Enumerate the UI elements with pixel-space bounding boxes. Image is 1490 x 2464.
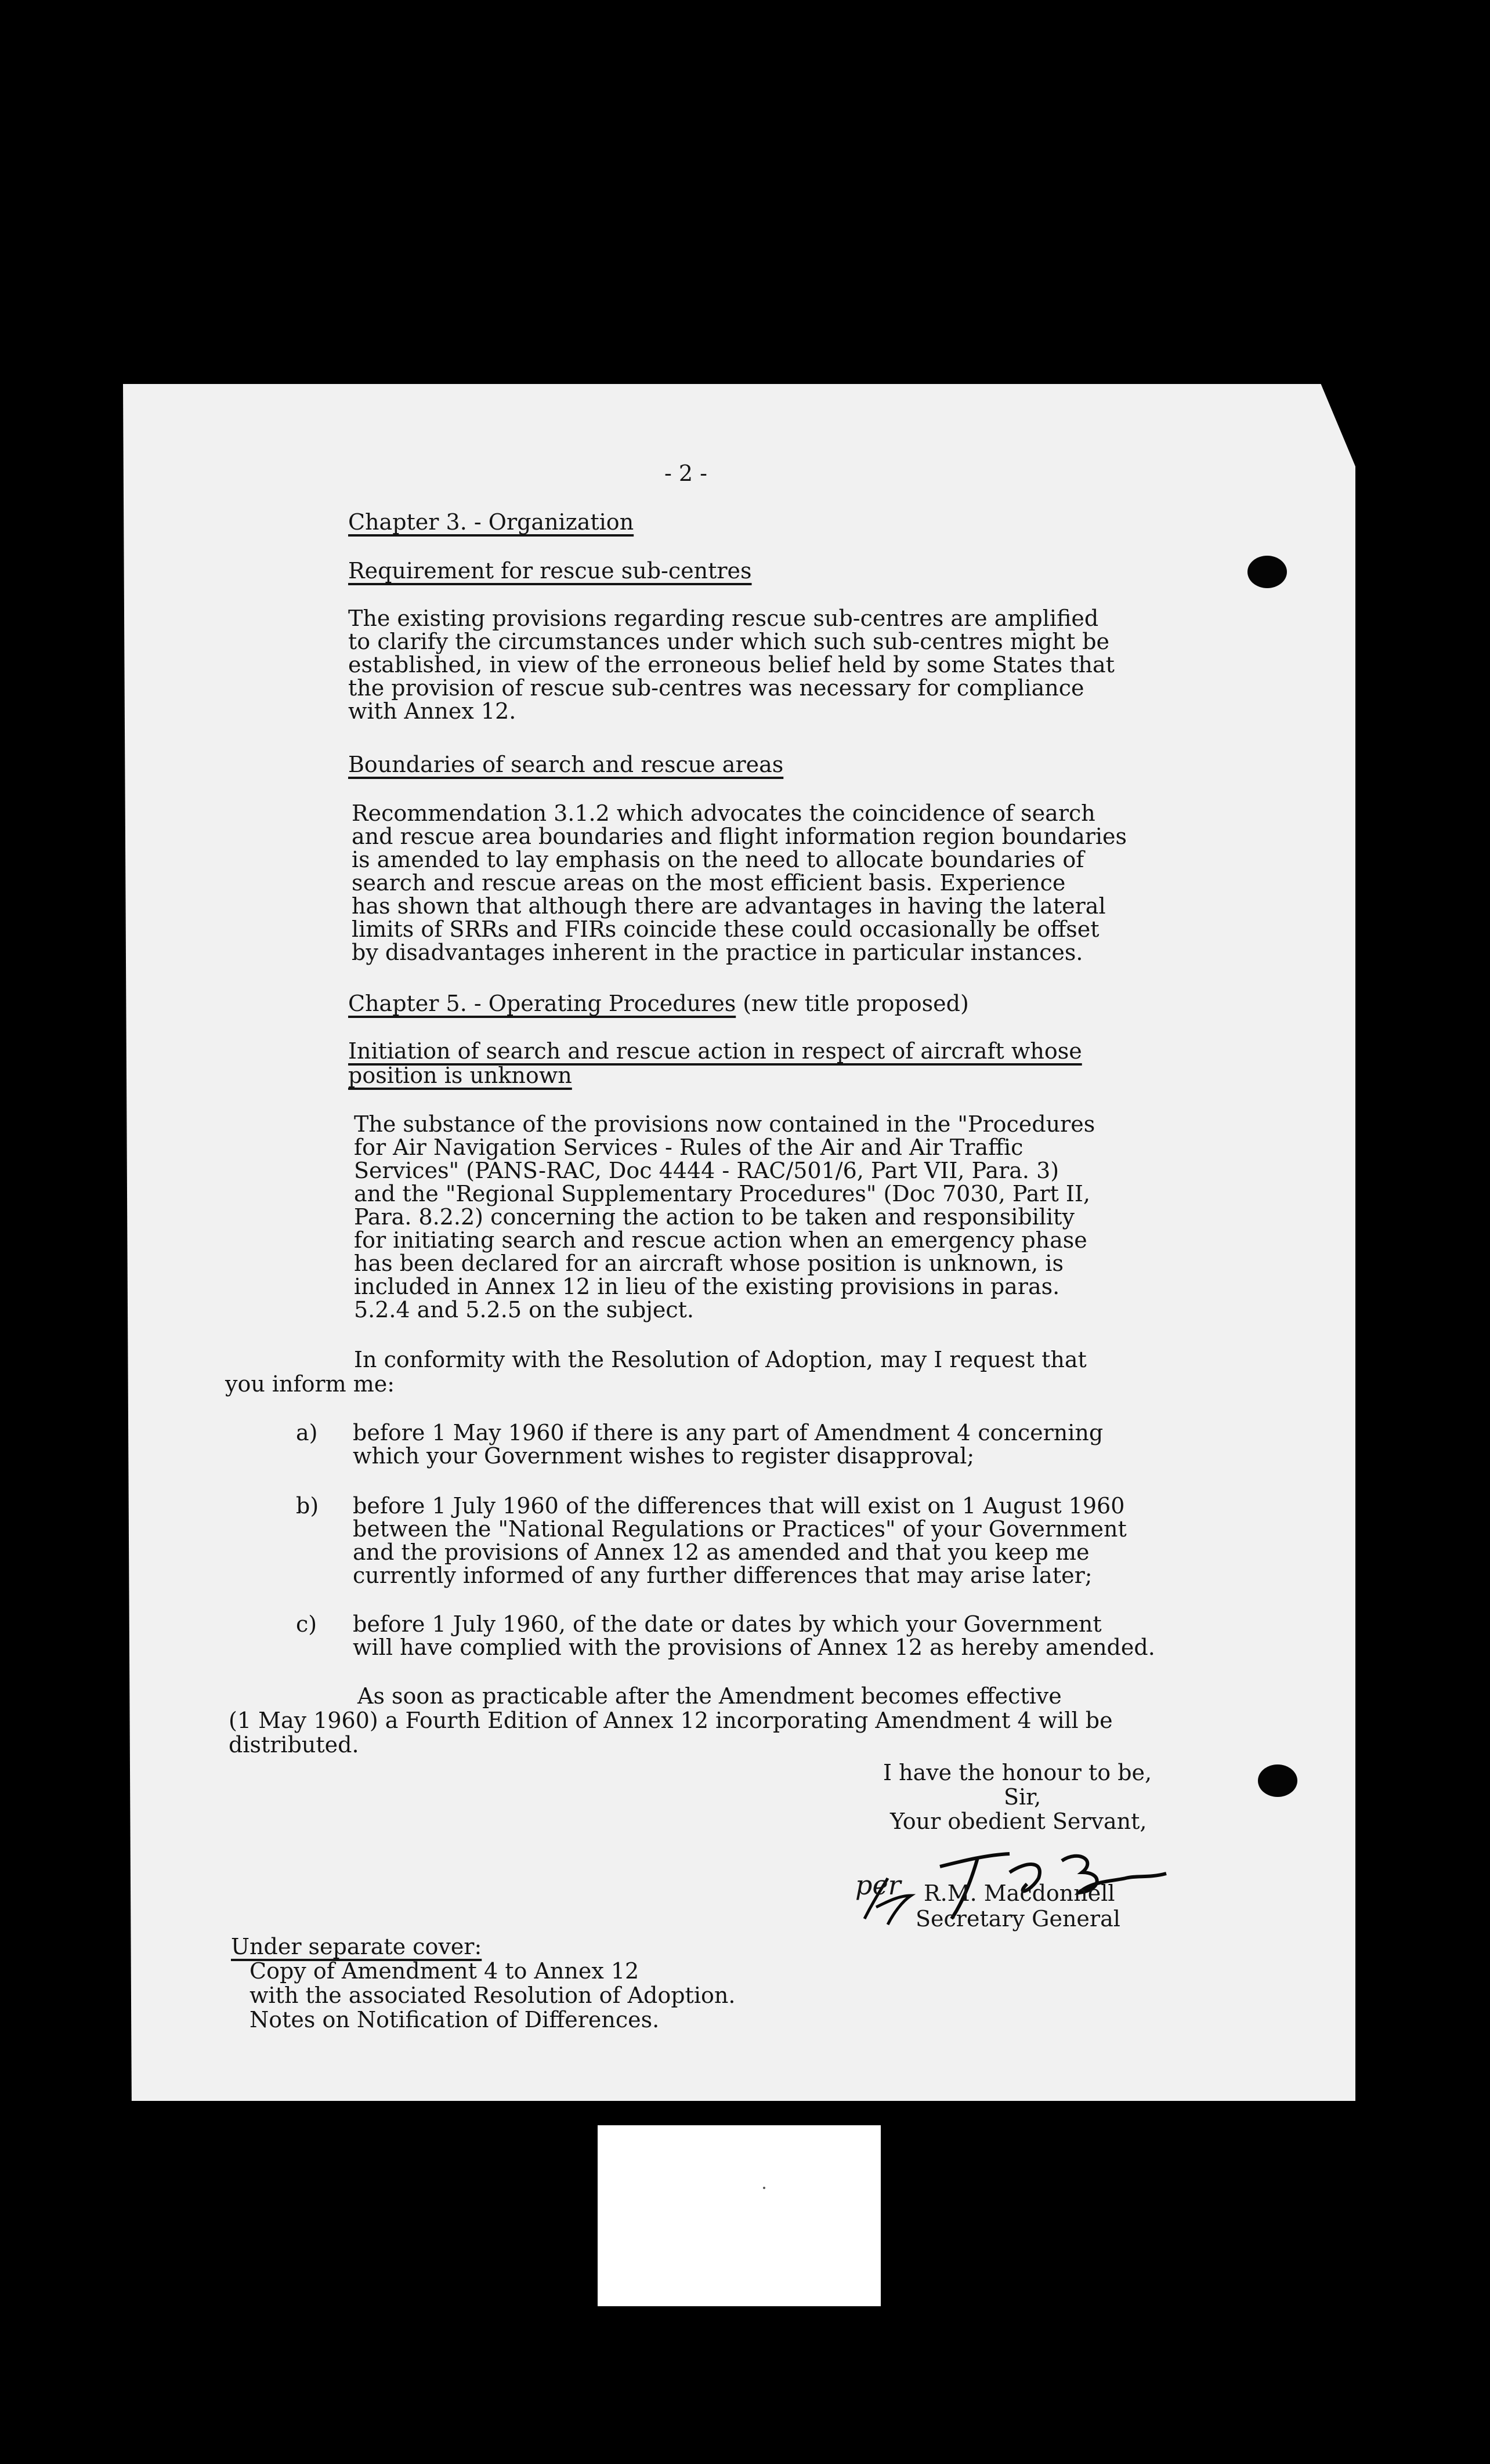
- signoff-line3: Your obedient Servant,: [890, 1809, 1147, 1834]
- punch-hole-top: [1247, 556, 1287, 588]
- signoff-line1: I have the honour to be,: [883, 1760, 1152, 1785]
- blank-target-card: [598, 2125, 881, 2306]
- initiation-heading-line1: Initiation of search and rescue action in respect of aircraft whose: [348, 1038, 1082, 1064]
- chapter-5-heading-line: [348, 992, 969, 1015]
- initiation-paragraph: The substance of the provisions now contained in the "Procedures for Air Navigation Services - Rules of the Air and Air Traffic Services" (PANS-RAC, Doc 4444 - RAC/501/6, Part VII, Para. 3) and the "Regional Supplementary Procedures" (Doc 7030, Part II, Para. 8.2.2) concerning the action to be taken and responsibility for initiating search and rescue action when an emergency phase has been declared for an aircraft whose position is unknown, is included in Annex 12 in lieu of the existing provisions in paras. 5.2.4 and 5.2.5 on the subject.: [354, 1111, 1095, 1322]
- enclosure-line1: Copy of Amendment 4 to Annex 12: [249, 1958, 639, 1984]
- request-intro-line2: you inform me:: [225, 1371, 395, 1397]
- sar-boundaries-paragraph: Recommendation 3.1.2 which advocates the coincidence of search and rescue area boundaries and flight information region boundaries is amended to lay emphasis on the need to allocate boundaries of search and rescue areas on the most efficient basis. Experience has shown that although there are advantages in having the lateral limits of SRRs and FIRs coincide these could occasionally be offset by disadvantages inherent in the practice in particular instances.: [352, 800, 1127, 965]
- rescue-subcentres-paragraph: The existing provisions regarding rescue sub-centres are amplified to clarify the circumstances under which such sub-centres might be established, in view of the erroneous belief held by some States that the provision of rescue sub-centres was necessary for compliance with Annex 12.: [348, 606, 1115, 724]
- enclosures-heading: Under separate cover:: [231, 1934, 482, 1959]
- punch-hole-bottom: [1258, 1764, 1297, 1797]
- item-a-text: before 1 May 1960 if there is any part of Amendment 4 concerning which your Government wishes to register disapproval;: [353, 1420, 1104, 1469]
- page-number: - 2 -: [664, 461, 708, 486]
- closing-line2: (1 May 1960) a Fourth Edition of Annex 12 incorporating Amendment 4 will be: [229, 1708, 1113, 1733]
- signatory-title: Secretary General: [916, 1906, 1120, 1932]
- item-a-letter: a): [296, 1420, 318, 1445]
- closing-line1: As soon as practicable after the Amendment becomes effective: [357, 1683, 1062, 1709]
- per-mark: per: [855, 1869, 901, 1901]
- chapter-5-heading-note: (new title proposed): [736, 991, 969, 1016]
- chapter-5-heading: Chapter 5. - Operating Procedures: [348, 991, 736, 1016]
- item-c-text: before 1 July 1960, of the date or dates by which your Government will have complied with the provisions of Annex 12 as hereby amended.: [353, 1611, 1155, 1660]
- card-speck: [763, 2187, 765, 2189]
- closing-line3: distributed.: [229, 1732, 359, 1758]
- initiation-heading-line2: position is unknown: [348, 1063, 572, 1088]
- sar-boundaries-heading: Boundaries of search and rescue areas: [348, 752, 784, 777]
- enclosure-line3: Notes on Notification of Differences.: [249, 2007, 660, 2032]
- item-b-letter: b): [296, 1493, 319, 1519]
- item-c-letter: c): [296, 1611, 317, 1637]
- rescue-subcentres-heading: Requirement for rescue sub-centres: [348, 558, 752, 584]
- signoff-line2: Sir,: [1004, 1784, 1041, 1810]
- request-intro-line1: In conformity with the Resolution of Adoption, may I request that: [354, 1347, 1087, 1372]
- item-b-text: before 1 July 1960 of the differences that will exist on 1 August 1960 between the "National Regulations or Practices" of your Government and the provisions of Annex 12 as amended and that you keep me currently informed of any further differences that may arise later;: [353, 1493, 1127, 1588]
- chapter-3-heading: Chapter 3. - Organization: [348, 509, 634, 535]
- enclosure-line2: with the associated Resolution of Adoption.: [249, 1983, 736, 2008]
- signatory-name: R.M. Macdonnell: [924, 1880, 1115, 1906]
